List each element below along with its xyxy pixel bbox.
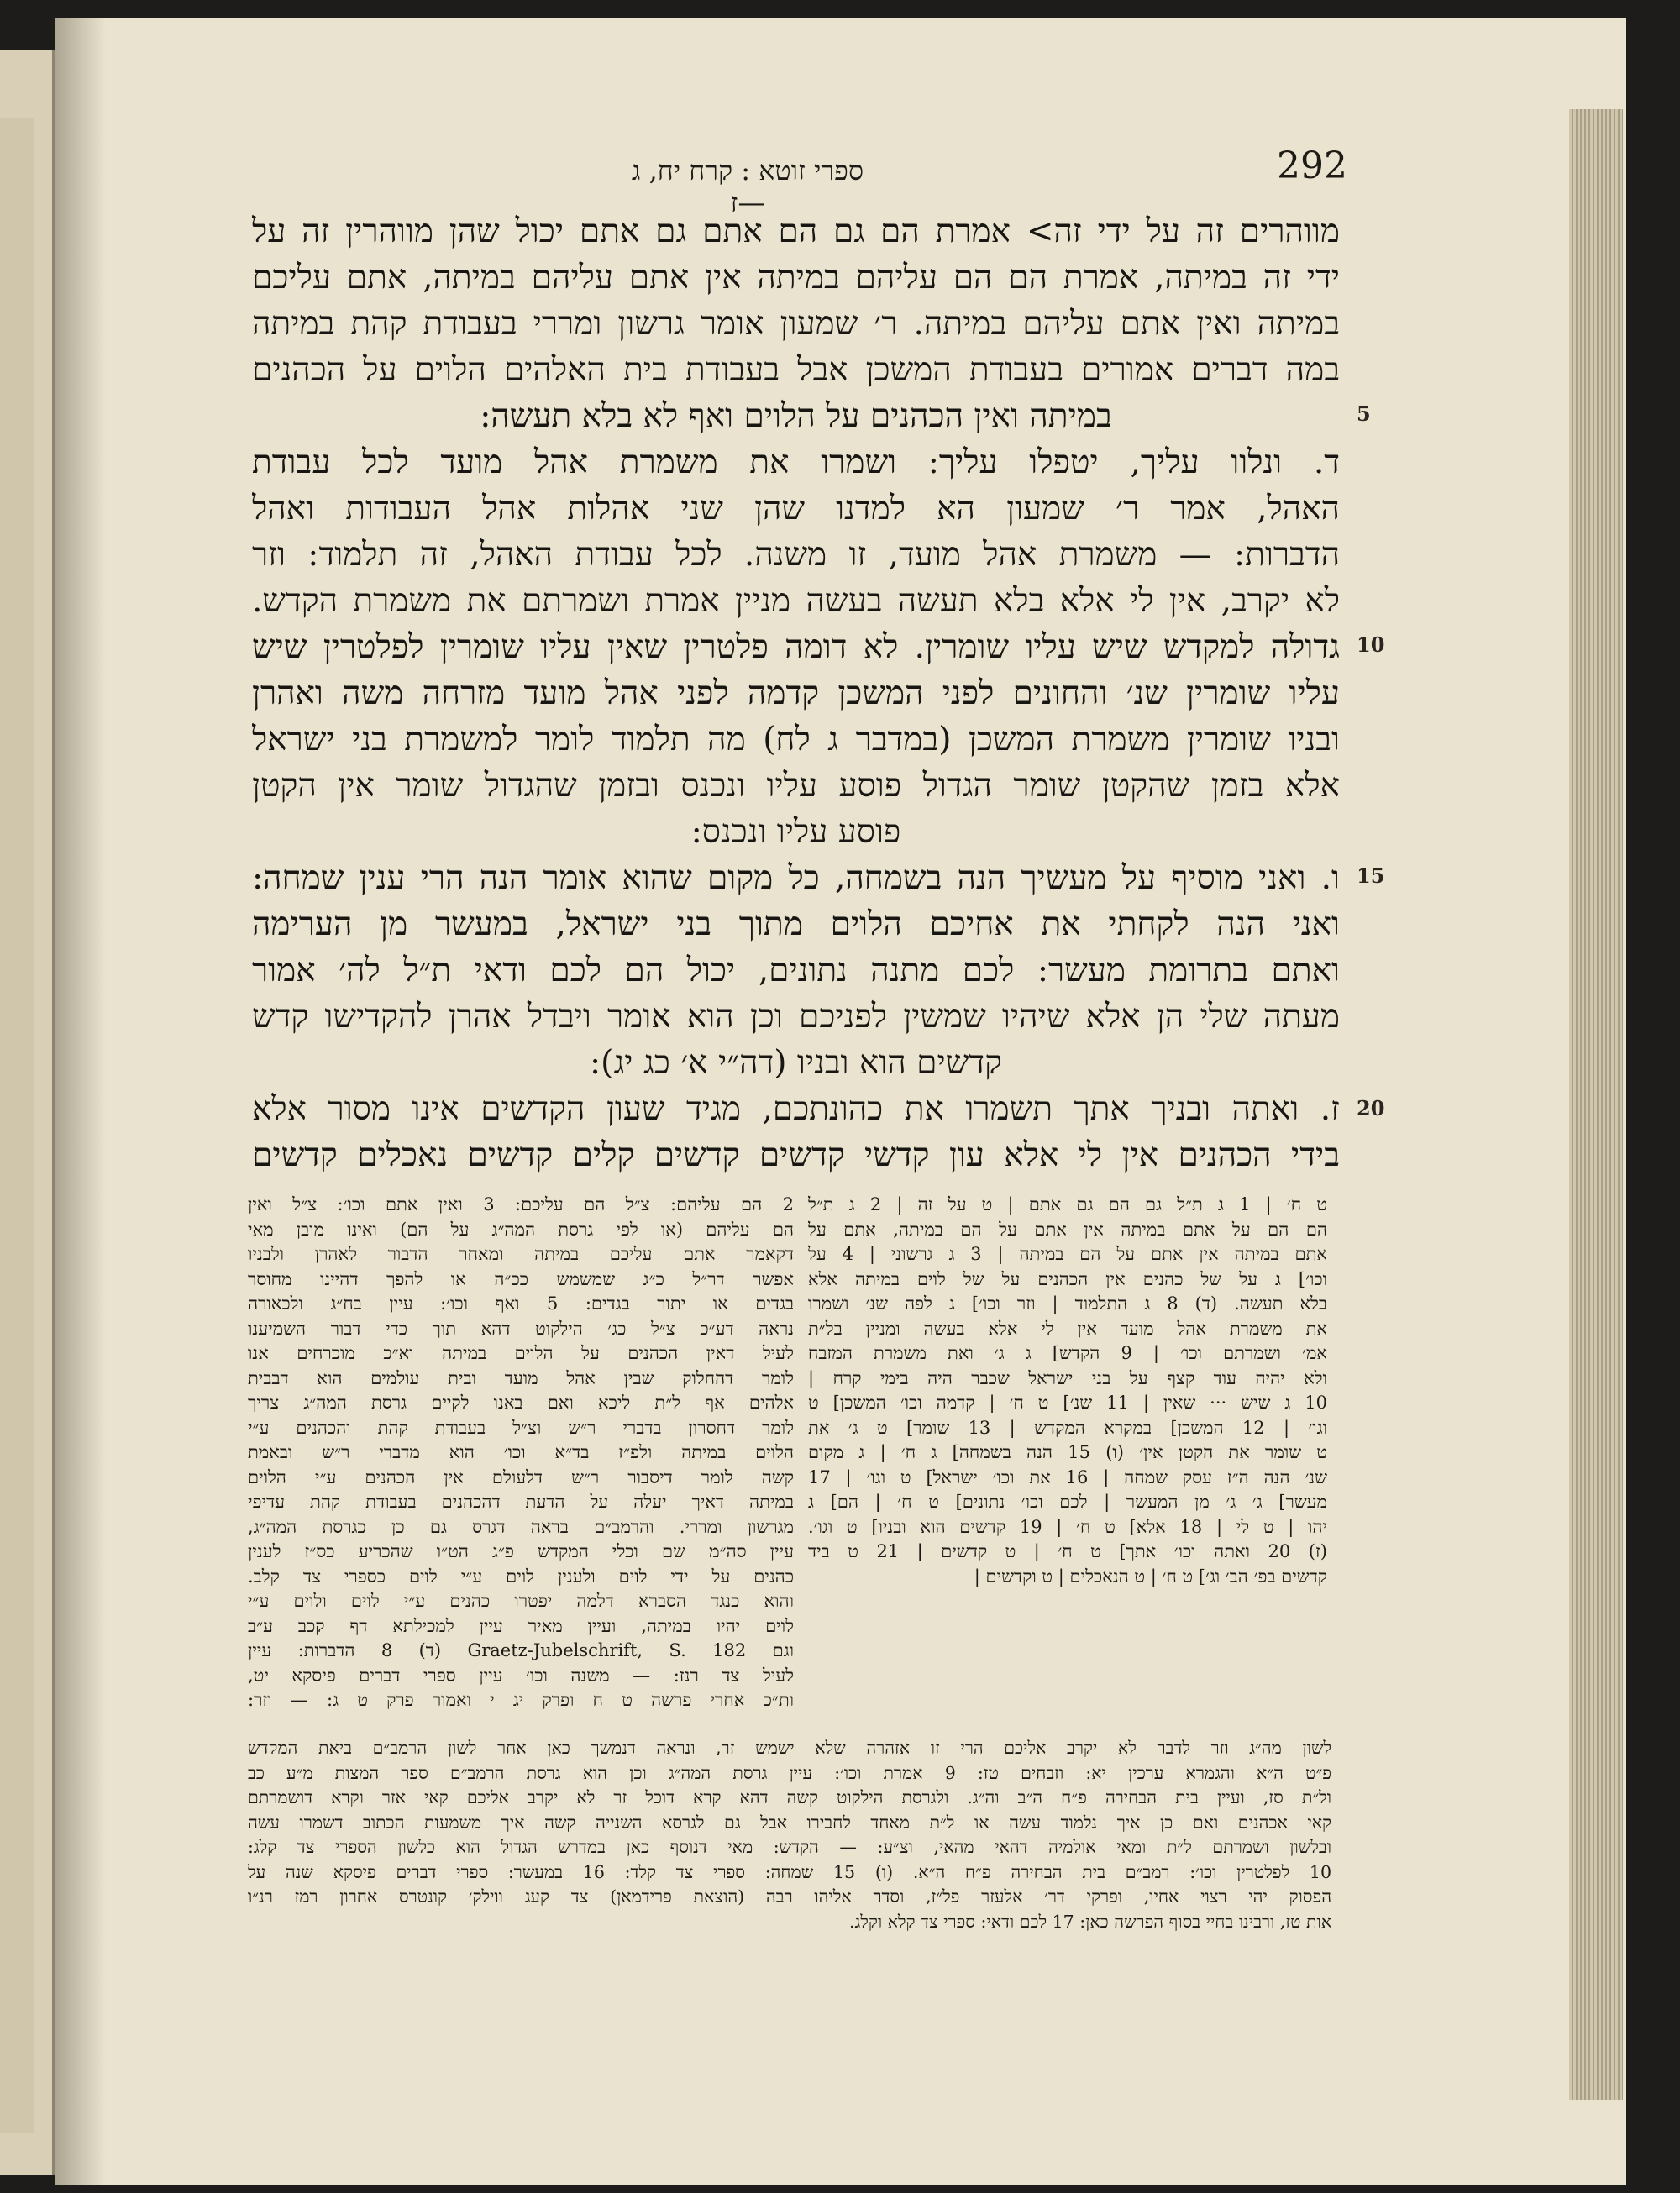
page-stack-edge (1569, 109, 1623, 2100)
note-line: קדשים בפ׳ הב׳ וג׳] ט ח׳ | ט הנאכלים | ט וקדשים | (974, 1566, 1327, 1587)
text-line: פוסע עליו ונכנס: (690, 813, 901, 851)
note-line: 10 ג שיש ··· שאין | 11 שנ׳] ט ח׳ | קדמה וכו׳ המשכן] ט (808, 1393, 1327, 1413)
note-line: הם עליהם (או לפי גרסת המה״ג על הם) ואינו מובן מאי (248, 1219, 794, 1240)
text-line: מעתה שלי הן אלא שיהיו שמשין לפניכם וכן הוא אומר ויבדל אהרן להקדישו קדש (252, 998, 1340, 1036)
note-line: עיין סה״מ שם וכלי המקדש פ״ג הט״ו שהכריע כס״ז לענין (248, 1541, 794, 1561)
gutter-shadow (55, 18, 106, 2185)
note-line: בגדים או יתור בגדים: 5 ואף וכו׳: עיין בח״ג ולכאורה (248, 1293, 794, 1314)
note-line: ט ח׳ | 1 ג ת״ל גם הם גם אתם | ט על זה | 2 ג ת״ל (808, 1194, 1327, 1215)
book-cover-right (1626, 50, 1680, 2150)
note-line: נראה דע״כ צ״ל כג׳ הילקוט דהא תוך כדי דבור השמיענו (248, 1318, 794, 1339)
note-line: לומר דחסרון בדברי ר״ש וצ״ל בעבודת קהת והכהנים ע״י (248, 1417, 794, 1438)
line-number: 10 (1357, 632, 1385, 657)
text-line: ידי זה במיתה, אמרת הם הם עליהם במיתה אין אתם עליהם במיתה, אתם עליכם (252, 259, 1340, 296)
note-line: אמ׳ ושמרתם וכו׳ | 9 הקדש] ג ג׳ ואת משמרת המזבח (808, 1343, 1327, 1363)
line-number: 5 (1357, 401, 1371, 426)
note-line: ט שומר את הקטן אין׳ (ו) 15 הנה בשמחה] ג ח׳ | ג מקום (808, 1442, 1327, 1462)
note-line: שנ׳ הנה ה״ז עסק שמחה | 16 את וכו׳ ישראל] ט וגו׳ | 17 (808, 1466, 1327, 1487)
text-line: הדברות: — משמרת אהל מועד, זו משנה. לכל עבודת האהל, זה תלמוד: וזר (252, 536, 1340, 574)
text-line: במה דברים אמורים בעבודת המשכן אבל בעבודת בית האלהים הלוים על הכהנים (252, 351, 1340, 389)
text-line: מווהרים זה על ידי זה> אמרת הם גם הם אתם גם אתם יכול שהן מווהרין זה על (252, 212, 1340, 250)
text-line: ז. ואתה ובניך אתך תשמרו את כהונתכם, מגיד שעון הקדשים אינו מסור אלא (252, 1090, 1340, 1128)
text-line: ואני הנה לקחתי את אחיכם הלוים מתוך בני ישראל, במעשר מן הערימה (252, 905, 1340, 943)
note-line: דקאמר אתם עליכם במיתה ומאחר הדבור לאהרן ולבניו (248, 1244, 794, 1264)
note-line: לעיל צד רנז: — משנה וכו׳ עיין ספרי דברים פיסקא יט, (248, 1665, 794, 1686)
main-text-block (252, 208, 1340, 1178)
text-line: עליו שומרין שנ׳ והחונים לפני המשכן קדמה לפני אהל מועד מזרחה משה ואהרן (252, 674, 1340, 712)
commentary-continued (248, 1736, 1331, 1934)
note-line: לומר דהחלוק שבין אהל מועד ובית עולמים הוא דבבית (248, 1367, 794, 1388)
note-line: כהנים על ידי לוים ולענין לוים ע״י לוים כספרי צד קלב. (248, 1566, 794, 1587)
text-line: בידי הכהנים אין לי אלא עון קדשי קדשים קדשים קלים קדשים נאכלים קדשים (252, 1136, 1340, 1174)
note-line: את משמרת אהל מועד אין לי אלא בעשה ומניין בל״ת (808, 1318, 1327, 1339)
note-line: הפסוק יהי רצוי אחיו, ופרקי דר׳ אלעזר פל״ז, וסדר אליהו רבה (הוצאת פרידמאן) צד קעג ווילק׳ קונטרס אחרון רמז רנ״ו (248, 1886, 1331, 1907)
note-line: קאי אכהנים ואם כן איך נלמוד עשה או ל״ת מאחד לחבירו אבל גם לגרסא השנייה קשה איך משמעות הכתוב דשמרו עשה (248, 1812, 1331, 1833)
note-line: אפשר דר״ל כ״ג שמשמש ככ״ה או להפך דהיינו מחוסר (248, 1268, 794, 1289)
note-line: אתם במיתה אין אתם על הם במיתה | 3 ג גרשוני | 4 על (808, 1244, 1327, 1264)
note-line: הם הם על אתם במיתה אין אתם על הם במיתה, אתם על (808, 1219, 1327, 1240)
text-line: ו. ואני מוסיף על מעשיך הנה בשמחה, כל מקום שהוא אומר הנה הרי ענין שמחה: (252, 859, 1340, 897)
text-line: ד. ונלוו עליך, יטפלו עליך: ושמרו את משמרת אהל מועד לכל עבודת (252, 443, 1340, 481)
text-line: במיתה ואין הכהנים על הלוים ואף לא בלא תעשה: (480, 397, 1112, 435)
note-line: 10 לפלטרין וכו׳: רמב״ם בית הבחירה פ״ח ה״א. (ו) 15 שמחה: ספרי צד קלד: 16 במעשר: ספרי דברים פיסקא שנה על (248, 1861, 1331, 1882)
note-line: לעיל דאין הכהנים על הלוים במיתה וא״כ מוכרחים אנו (248, 1343, 794, 1363)
note-line: יהו | ט לי | 18 אלא] ט ח׳ | 19 קדשים הוא ובניו] ט וגו׳. (808, 1516, 1327, 1537)
note-line: ול״ת סז, ועיין בית הבחירה פ״ח ה״ב וה״ג. ולגרסת הילקוט קשה דהא קרא דוכל זר לא יקרב אליכם קאי אזר וקרא דושמרתם (248, 1787, 1331, 1807)
note-line: קשה לומר דיסבור ר״ש דלעולם אין הכהנים ע״י הלוים (248, 1466, 794, 1487)
note-line: וגם Graetz-Jubelschrift, S. 182 (ד) 8 הדברות: עיין (248, 1640, 794, 1660)
page-number: 292 (1277, 144, 1347, 187)
note-line: ולא יהיה עוד קצף על בני ישראל שכבר היה בימי קרח | (808, 1367, 1327, 1388)
note-line: במיתה דאיך יעלה על הדעת דהכהנים בעבודת קהת עדיפי (248, 1492, 794, 1512)
note-line: פ״ט ה״א והגמרא ערכין יא: וזבחים טז: 9 אמרת וכו׳: עיין גרסת המה״ג וכן הוא גרסת הרמב״ם ספר המצות מ״ע כב (248, 1762, 1331, 1783)
note-line: 2 הם עליהם: צ״ל הם עליכם: 3 ואין אתם וכו׳: צ״ל ואין (248, 1194, 794, 1215)
line-number: 15 (1357, 863, 1385, 888)
note-line: בלא תעשה. (ד) 8 ג התלמוד | וזר וכו׳] ג לפה שנ׳ ושמרו (808, 1293, 1327, 1314)
note-line: מגרשון ומררי. והרמב״ם בראה דגרס גם כן כגרסת המה״ג, (248, 1516, 794, 1537)
note-line: אלהים אף ל״ת ליכא ואם באנו לקיים גרסת המה״ג צריך (248, 1393, 794, 1413)
running-header: ספרי זוטא : קרח יח, ג—ז (631, 155, 864, 218)
note-line: ובלשון ושמרתם ל״ת ומאי אולמיה דהאי מהאי, וצ״ע: — הקדש: מאי דנוסף כאן במדרש הגדול הוא כלשון הספרי צד קלג: (248, 1837, 1331, 1857)
line-number: 20 (1357, 1096, 1385, 1120)
text-line: במיתה ואין אתם עליהם במיתה. ר׳ שמעון אומר גרשון ומררי בעבודת קהת במיתה (252, 305, 1340, 343)
text-line: האהל, אמר ר׳ שמעון הא למדנו שהן שני אהלות אהל העבודות ואהל (252, 490, 1340, 527)
text-line: ואתם בתרומת מעשר: לכם מתנה נתונים, יכול הם לכם ודאי ת״ל לה׳ אמור (252, 952, 1340, 989)
text-line: ובניו שומרין משמרת המשכן (במדבר ג לח) מה תלמוד לומר למשמרת בני ישראל (252, 721, 1340, 758)
note-line: ות״כ אחרי פרשה ט ח ופרק יג י ואמור פרק ט ג: — וזר: (248, 1690, 794, 1710)
text-line: אלא בזמן שהקטן שומר הגדול פוסע עליו ונכנס ובזמן שהגדול שומר אין הקטן (252, 767, 1340, 805)
note-line: וכו׳] ג על של כהנים אין הכהנים על של לוים במיתה אלא (808, 1268, 1327, 1289)
note-line: לשון מה״ג וזר לדבר לא יקרב אליכם הרי זו אזהרה שלא ישמש זר, ונראה דנמשך כאן אחר לשון הרמב״ם ביאת המקדש (248, 1738, 1331, 1758)
note-line: לוים יהיו במיתה, ועיין מאיר עיין למכילתא דף קכב ע״ב (248, 1615, 794, 1636)
note-line: מעשר] ג׳ ג׳ מן המעשר | לכם וכו׳ נתונים] ט ח׳ | הם] ג (808, 1492, 1327, 1512)
commentary-column (248, 1193, 794, 1713)
text-line: גדולה למקדש שיש עליו שומרין. לא דומה פלטרין שאין עליו שומרין לפלטרין שיש (252, 628, 1340, 666)
text-line: קדשים הוא ובניו (דה״י א׳ כג יג): (590, 1044, 1002, 1082)
note-line: וגו׳ | 12 המשכן] במקרא המקדש | 13 שומר] ט ג׳ את (808, 1417, 1327, 1438)
note-line: (ז) 20 ואתה וכו׳ אתך] ט ח׳ | ט קדשים | 21 ט ביד (808, 1541, 1327, 1561)
note-line: הלוים במיתה ולפ״ז בד״א וכו׳ הוא מדברי ר״ש ובאמת (248, 1442, 794, 1462)
left-page-fore-edge (0, 118, 34, 2133)
variant-readings-column (808, 1193, 1327, 1589)
text-line: לא יקרב, אין לי אלא בלא תעשה בעשה מניין אמרת ושמרתם את משמרת הקדש. (252, 582, 1340, 620)
note-line: והוא כנגד הסברא דלמה יפטרו כהנים ע״י לוים ולוים ע״י (248, 1591, 794, 1611)
note-line: אות טז, ורבינו בחיי בסוף הפרשה כאן: 17 לכם ודאי: ספרי צד קלא וקלג. (849, 1911, 1331, 1932)
